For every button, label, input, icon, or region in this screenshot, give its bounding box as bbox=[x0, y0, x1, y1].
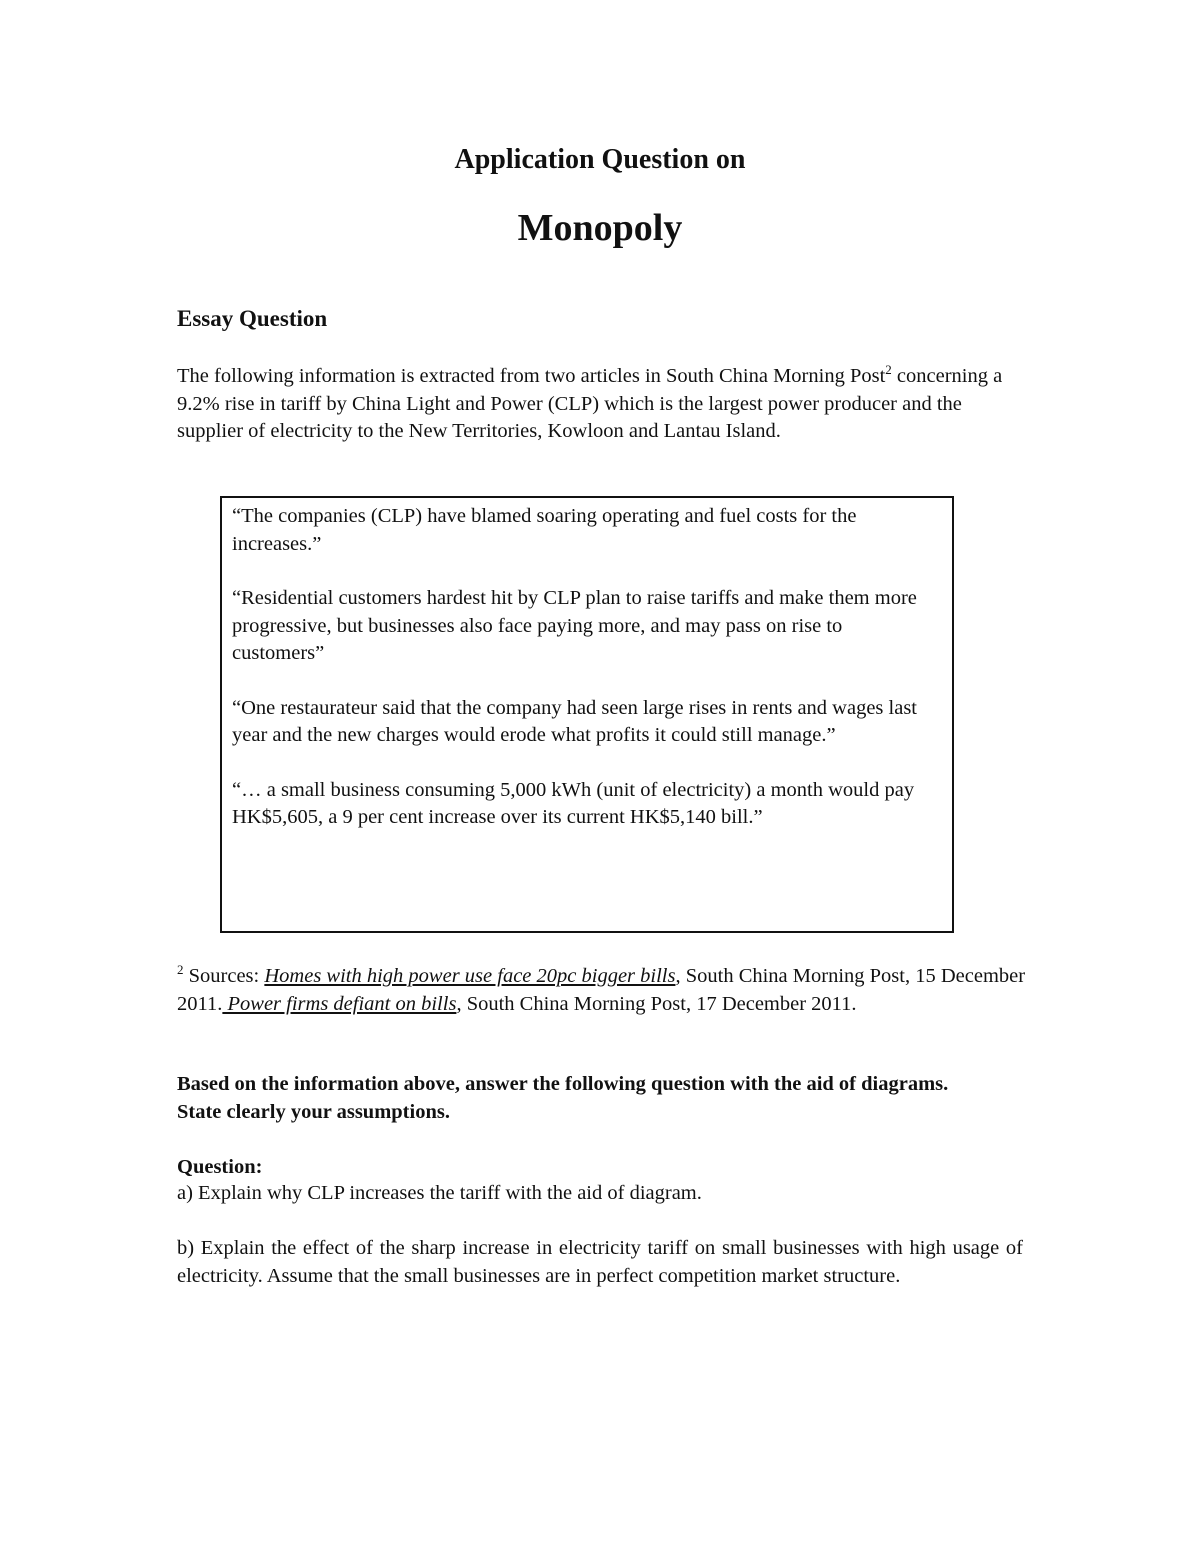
question-label: Question: bbox=[177, 1156, 263, 1178]
instruction-text: Based on the information above, answer the following question with the aid of diagrams. State clearly your assumptions. bbox=[177, 1073, 949, 1123]
essay-question-heading: Essay Question bbox=[177, 306, 328, 331]
source-link-1[interactable]: Homes with high power use face 20pc bigger bills bbox=[264, 965, 676, 987]
quote-item: “Residential customers hardest hit by CLP plan to raise tariffs and make them more progressive, but businesses also face paying more, and may pass on rise to customers” bbox=[232, 587, 917, 664]
quote-item: “The companies (CLP) have blamed soaring operating and fuel costs for the increases.” bbox=[232, 505, 857, 555]
quote-item: “… a small business consuming 5,000 kWh (unit of electricity) a month would pay HK$5,605, a 9 per cent increase over its current HK$5,140 bill.” bbox=[232, 778, 915, 828]
footnote-source-2: , South China Morning Post, 17 December 2011. bbox=[456, 992, 857, 1015]
footnote-mark: 2 bbox=[177, 962, 184, 978]
intro-footnote-mark: 2 bbox=[885, 362, 892, 378]
footnote-prefix: Sources: bbox=[183, 965, 265, 987]
quote-item: “One restaurateur said that the company had seen large rises in rents and wages last year and the new charges would erode what profits it could still manage.” bbox=[232, 696, 917, 746]
page-title: Monopoly bbox=[517, 207, 683, 249]
intro-paragraph bbox=[177, 363, 1007, 446]
quote-box bbox=[220, 496, 954, 933]
title-line-1: Application Question on bbox=[454, 144, 746, 175]
intro-text-cont: concerning a 9.2% rise in tariff by China Light and Power (CLP) which is the largest power producer and the supplier of electricity to the New Territories, Kowloon and Lantau Island. bbox=[177, 365, 1003, 442]
intro-text: The following information is extracted from two articles in South China Morning Post bbox=[177, 365, 886, 387]
footnote bbox=[177, 963, 1037, 1018]
source-link-2[interactable]: Power firms defiant on bills bbox=[222, 992, 457, 1015]
question-b: b) Explain the effect of the sharp increase in electricity tariff on small businesses with high usage of electricity. Assume that the small businesses are in perfect competition market structure. bbox=[177, 1237, 1023, 1287]
footnote-source-1: , South China Morning Post, 15 December 2011. bbox=[177, 965, 1026, 1015]
question-a: a) Explain why CLP increases the tariff with the aid of diagram. bbox=[177, 1182, 702, 1204]
